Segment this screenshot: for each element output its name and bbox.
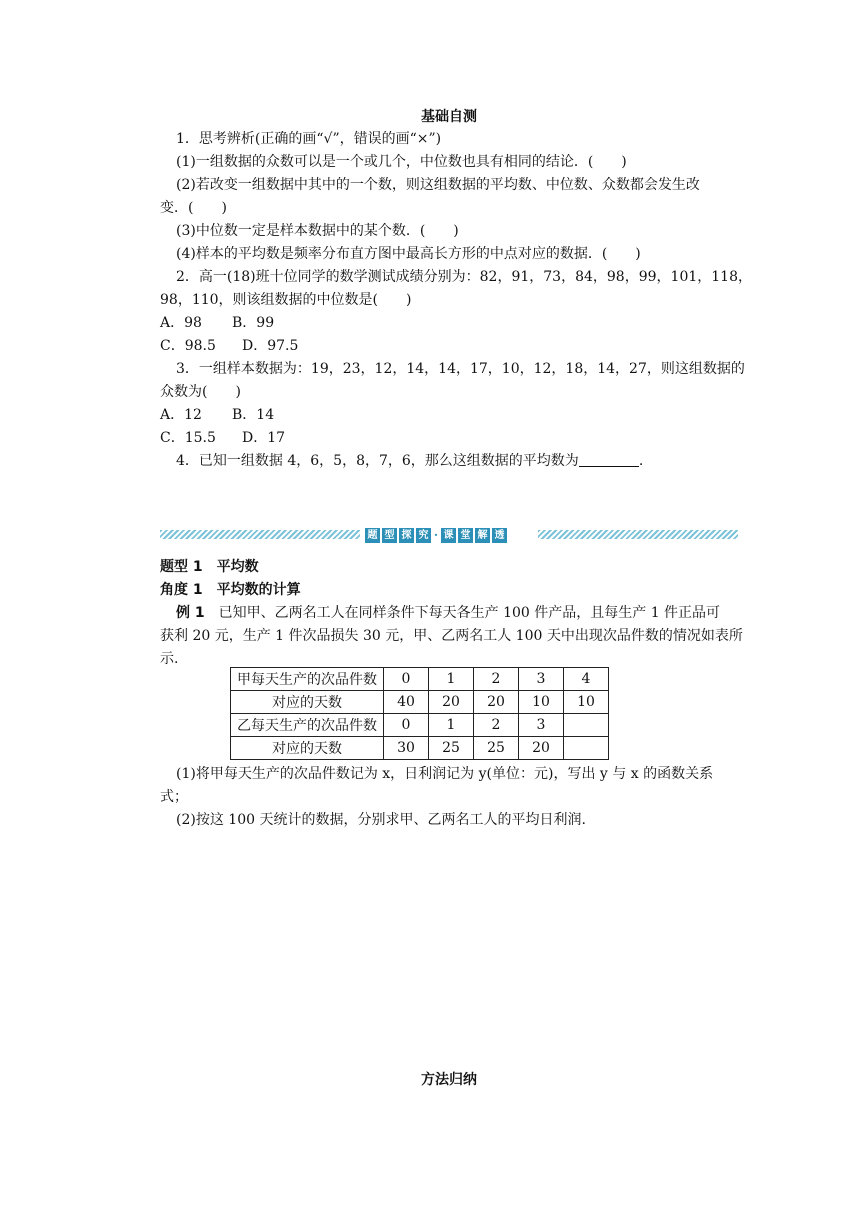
q3-option-b: B．14 <box>232 407 275 423</box>
table-cell: 3 <box>519 714 564 737</box>
q1-item-1: (1)一组数据的众数可以是一个或几个，中位数也具有相同的结论．( ) <box>176 154 627 170</box>
table-row <box>231 714 609 737</box>
table-cell: 10 <box>519 691 564 714</box>
q3-options-row1 <box>160 404 738 427</box>
banner-char: 解 <box>475 528 490 543</box>
q3-stem-line1: 3．一组样本数据为：19，23，12，14，14，17，10，12，18，14，27，则这组数据的 <box>176 361 745 377</box>
table-row <box>231 737 609 760</box>
q2-stem-line2: 98，110，则该组数据的中位数是( ) <box>160 292 412 308</box>
banner-char: 型 <box>382 528 397 543</box>
table-cell: 30 <box>384 737 429 760</box>
table-cell: 4 <box>564 668 609 691</box>
banner-label <box>365 526 507 544</box>
q3-options-row2 <box>160 427 738 450</box>
q3-stem-line2: 众数为( ) <box>160 384 241 400</box>
sub-question-2: (2)按这 100 天统计的数据，分别求甲、乙两名工人的平均日利润. <box>176 812 586 828</box>
method-title: 方法归纳 <box>421 1072 477 1088</box>
q2-option-c: C．98.5 <box>160 338 216 354</box>
banner-stripe-left <box>160 530 360 539</box>
table-cell: 0 <box>384 668 429 691</box>
example-line1 <box>176 602 754 625</box>
q2-options-row1 <box>160 312 738 335</box>
q1-item-3: (3)中位数一定是样本数据中的某个数．( ) <box>176 223 459 239</box>
table-cell: 对应的天数 <box>231 691 384 714</box>
q2-option-b: B．99 <box>232 315 275 331</box>
table-row <box>231 691 609 714</box>
table-cell <box>564 737 609 760</box>
banner-separator: · <box>433 528 439 542</box>
table-cell: 2 <box>474 714 519 737</box>
angle-heading: 角度 1 平均数的计算 <box>160 582 301 598</box>
table-cell: 20 <box>474 691 519 714</box>
q2-stem-line1: 2．高一(18)班十位同学的数学测试成绩分别为：82，91，73，84，98，99，101，118， <box>176 269 752 285</box>
table-cell: 2 <box>474 668 519 691</box>
q1-item-4: (4)样本的平均数是频率分布直方图中最高长方形的中点对应的数据．( ) <box>176 246 641 262</box>
banner-char: 究 <box>416 528 431 543</box>
example-label: 例 1 <box>176 605 205 621</box>
table-cell: 甲每天生产的次品件数 <box>231 668 384 691</box>
banner-stripe-right <box>538 530 738 539</box>
q4-answer-blank[interactable] <box>579 452 639 467</box>
table-cell: 25 <box>474 737 519 760</box>
q2-options-row2 <box>160 335 738 358</box>
table-cell: 乙每天生产的次品件数 <box>231 714 384 737</box>
table-cell: 40 <box>384 691 429 714</box>
q2-option-a: A．98 <box>160 315 202 331</box>
table-cell: 25 <box>429 737 474 760</box>
q3-option-c: C．15.5 <box>160 430 216 446</box>
table-cell: 3 <box>519 668 564 691</box>
q4-stem <box>176 450 754 473</box>
q1-stem: 1．思考辨析(正确的画“√”，错误的画“×”) <box>176 131 442 147</box>
q1-item-2-cont: 变．( ) <box>160 200 227 216</box>
example-line2: 获利 20 元，生产 1 件次品损失 30 元，甲、乙两名工人 100 天中出现次品件数的情况如表所 <box>160 628 743 644</box>
topic-heading: 题型 1 平均数 <box>160 559 259 575</box>
q2-option-d: D．97.5 <box>242 338 299 354</box>
banner-char: 探 <box>399 528 414 543</box>
table-cell: 10 <box>564 691 609 714</box>
table-cell: 1 <box>429 668 474 691</box>
table-cell <box>564 714 609 737</box>
table-cell: 1 <box>429 714 474 737</box>
q1-item-2: (2)若改变一组数据中其中的一个数，则这组数据的平均数、中位数、众数都会发生改 <box>176 177 700 193</box>
table-row <box>231 668 609 691</box>
q4-stem-end: . <box>638 453 644 469</box>
sub-question-1-line2: 式； <box>160 789 188 805</box>
banner-char: 课 <box>441 528 456 543</box>
example-text-1: 已知甲、乙两名工人在同样条件下每天各生产 100 件产品，且每生产 1 件正品可 <box>204 605 721 621</box>
table-cell: 0 <box>384 714 429 737</box>
table-cell: 20 <box>429 691 474 714</box>
banner-char: 透 <box>492 528 507 543</box>
example-line3: 示. <box>160 651 179 667</box>
q3-option-d: D．17 <box>242 430 286 446</box>
table-cell: 20 <box>519 737 564 760</box>
banner-char: 题 <box>365 528 380 543</box>
q4-stem-text: 4．已知一组数据 4，6，5，8，7，6，那么这组数据的平均数为 <box>176 453 579 469</box>
section-title: 基础自测 <box>421 109 477 125</box>
defect-table <box>230 667 609 760</box>
section-banner <box>160 524 738 546</box>
q3-option-a: A．12 <box>160 407 202 423</box>
banner-char: 堂 <box>458 528 473 543</box>
sub-question-1-line1: (1)将甲每天生产的次品件数记为 x，日利润记为 y(单位：元)，写出 y 与 x 的函数关系 <box>176 766 714 782</box>
table-cell: 对应的天数 <box>231 737 384 760</box>
